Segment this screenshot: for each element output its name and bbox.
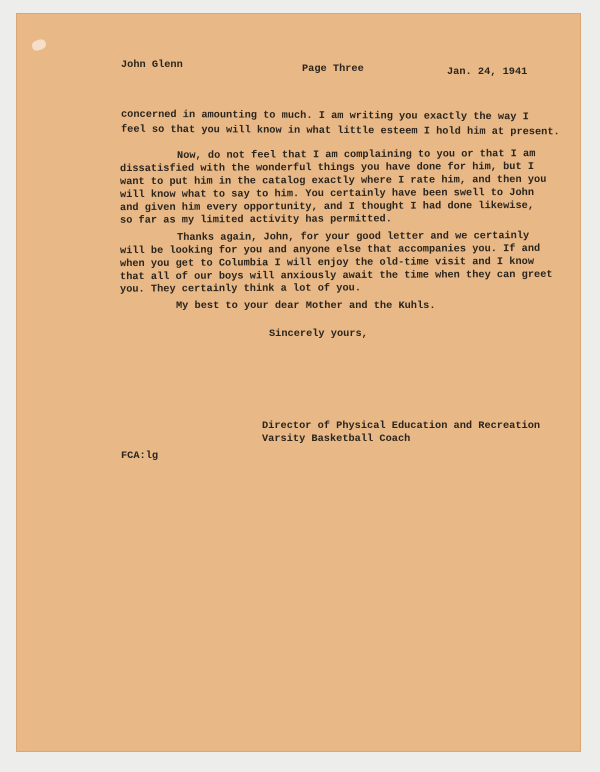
body-line: dissatisfied with the wonderful things you have done for him, but I xyxy=(119,160,535,176)
body-line: when you get to Columbia I will enjoy the old-time visit and I know xyxy=(119,255,535,271)
body-line: My best to your dear Mother and the Kuhls. xyxy=(176,300,436,312)
signature-title: Varsity Basketball Coach xyxy=(262,433,411,445)
letter-date: Jan. 24, 1941 xyxy=(447,66,528,78)
recipient-name: John Glenn xyxy=(121,59,183,71)
typist-initials: FCA:lg xyxy=(121,450,159,462)
body-line: so far as my limited activity has permitted. xyxy=(119,213,392,227)
body-line: Thanks again, John, for your good letter and we certainly xyxy=(176,230,530,244)
body-line: concerned in amounting to much. I am writing you exactly the way I xyxy=(120,108,529,124)
body-line: feel so that you will know in what little esteem I hold him at present. xyxy=(120,123,560,139)
body-line: will know what to say to him. You certainly have been swell to John xyxy=(119,186,535,202)
body-line: and given him every opportunity, and I thought I had done likewise, xyxy=(119,199,535,215)
body-line: that all of our boys will anxiously await the time when they can greet xyxy=(119,268,553,284)
body-line: you. They certainly think a lot of you. xyxy=(119,282,362,296)
signature-title: Director of Physical Education and Recreation xyxy=(262,420,541,432)
body-line: want to put him in the catalog exactly where I rate him, and then you xyxy=(119,173,547,189)
body-line: will be looking for you and anyone else that accompanies you. If and xyxy=(119,242,541,258)
body-line: Now, do not feel that I am complaining to you or that I am xyxy=(176,148,536,162)
page-number: Page Three xyxy=(302,63,364,75)
closing: Sincerely yours, xyxy=(269,328,368,340)
